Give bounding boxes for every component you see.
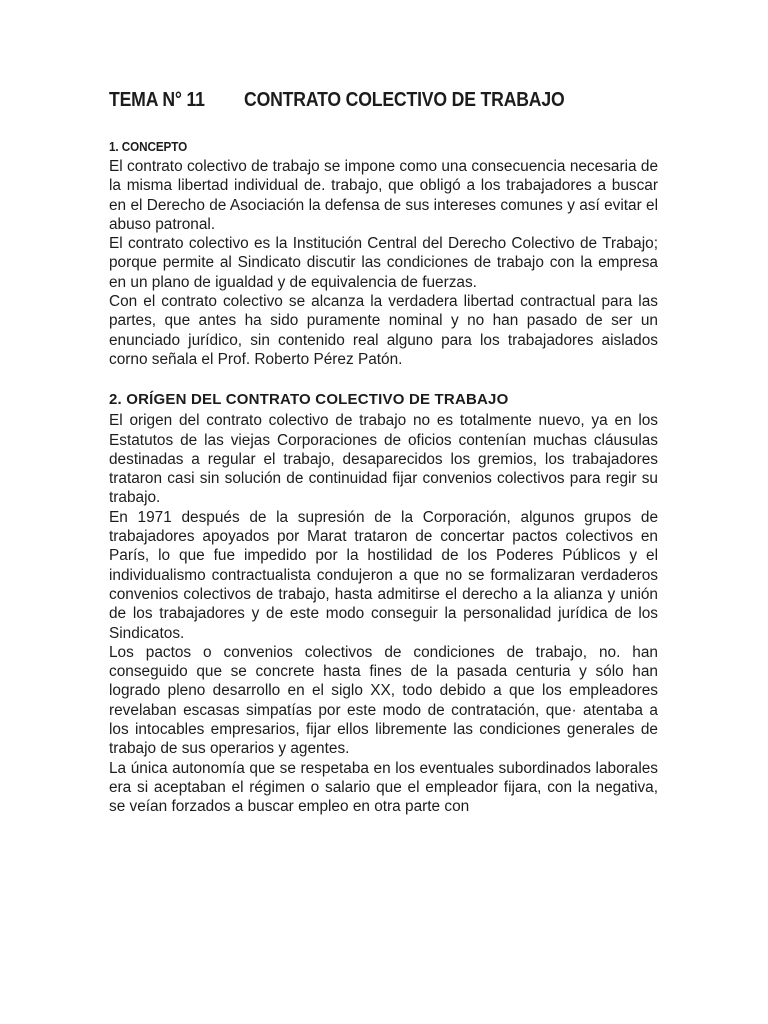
paragraph-concepto-2: El contrato colectivo es la Institución Central del Derecho Colectivo de Trabajo; porque permite al Sindicato discutir las condiciones de trabajo con la empresa en un plano de igualdad y de equivalencia de fuerzas. xyxy=(109,235,658,291)
page-title xyxy=(109,86,581,114)
paragraph-origen-1: El origen del contrato colectivo de trabajo no es totalmente nuevo, ya en los Estatutos de las viejas Corporaciones de oficios contenían muchas cláusulas destinadas a regular el trabajo, desaparecidos los gremios, los trabajadores trataron casi sin solución de continuidad fijar convenios colectivos para regir su trabajo. xyxy=(109,412,658,507)
paragraph-origen-3: Los pactos o convenios colectivos de condiciones de trabajo, no. han conseguido que se concrete hasta fines de la pasada centuria y sólo han logrado pleno desarrollo en el siglo XX, todo debido a que los empleadores revelaban escasas simpatías por este modo de contratación, que· atentaba a los intocables empresarios, fijar ellos libremente las condiciones generales de trabajo de sus operarios y agentes. xyxy=(109,643,658,758)
paragraph-concepto-1: El contrato colectivo de trabajo se impone como una consecuencia necesaria de la misma libertad individual de. trabajo, que obligó a los trabajadores a buscar en el Derecho de Asociación la defensa de sus intereses comunes y así evitar el abuso patronal. xyxy=(109,158,658,233)
paragraph-concepto-3: Con el contrato colectivo se alcanza la verdadera libertad contractual para las partes, que antes ha sido puramente nominal y no han pasado de ser un enunciado jurídico, sin contenido real alguno para los trabajadores aislados corno señala el Prof. Roberto Pérez Patón. xyxy=(109,293,658,368)
title-text: CONTRATO COLECTIVO DE TRABAJO xyxy=(244,88,565,111)
paragraph-origen-2: En 1971 después de la supresión de la Corporación, algunos grupos de trabajadores apoyados por Marat trataron de concertar pactos colectivos en París, lo que fue impedido por la hostilidad de los Poderes Públicos y el individualismo contractualista condujeron a que no se formalizaran verdaderos convenios colectivos de trabajo, hasta admitirse el derecho a la alianza y unión de los trabajadores y de este modo conseguir la personalidad jurídica de los Sindicatos. xyxy=(109,508,658,642)
title-number: TEMA N° 11 xyxy=(109,88,205,111)
document-content xyxy=(109,86,658,817)
section-heading-origen: 2. ORÍGEN DEL CONTRATO COLECTIVO DE TRABAJO xyxy=(109,391,509,409)
section-heading-concepto: 1. CONCEPTO xyxy=(109,139,188,154)
paragraph-origen-4: La única autonomía que se respetaba en los eventuales subordinados laborales era si aceptaban el régimen o salario que el empleador fijara, con la negativa, se veían forzados a buscar empleo en otra parte con xyxy=(109,759,658,816)
